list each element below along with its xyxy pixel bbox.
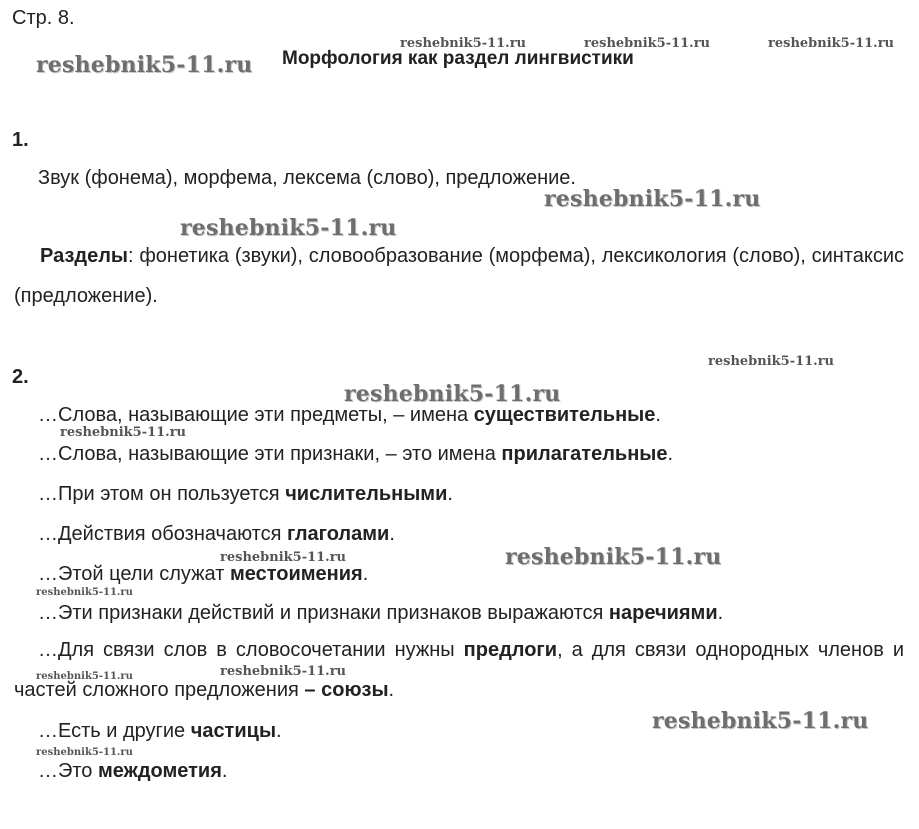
watermark: reshebnik5-11.ru (36, 747, 133, 758)
section-1-number: 1. (12, 129, 29, 151)
watermark: reshebnik5-11.ru (36, 52, 253, 78)
list-item: …Это междометия. (38, 760, 228, 782)
watermark: reshebnik5-11.ru (220, 664, 347, 679)
watermark: reshebnik5-11.ru (400, 36, 527, 51)
watermark: reshebnik5-11.ru (652, 708, 869, 734)
watermark: reshebnik5-11.ru (584, 36, 711, 51)
watermark: reshebnik5-11.ru (36, 671, 133, 682)
watermark: reshebnik5-11.ru (36, 587, 133, 598)
list-item: …Слова, называющие эти признаки, – это имена прилагательные. (38, 443, 674, 465)
list-item: …При этом он пользуется числительными. (38, 483, 453, 505)
page-title: Морфология как раздел лингвистики (282, 48, 634, 69)
watermark: reshebnik5-11.ru (708, 354, 835, 369)
watermark: reshebnik5-11.ru (544, 186, 761, 212)
sections-label: Разделы (40, 245, 128, 267)
list-item: …Слова, называющие эти предметы, – имена существительные. (38, 404, 661, 426)
units-line: Звук (фонема), морфема, лексема (слово), предложение. (38, 167, 576, 189)
watermark: reshebnik5-11.ru (180, 215, 397, 241)
watermark: reshebnik5-11.ru (344, 381, 561, 407)
list-item: …Эти признаки действий и признаки признаков выражаются наречиями. (38, 602, 724, 624)
watermark: reshebnik5-11.ru (220, 550, 347, 565)
watermark: reshebnik5-11.ru (60, 425, 187, 440)
long-list-item: …Для связи слов в словосочетании нужны предлоги, а для связи однородных членов и частей сложного предложения – союзы. (14, 639, 904, 701)
list-item: …Действия обозначаются глаголами. (38, 523, 395, 545)
section-2-number: 2. (12, 366, 29, 388)
sections-text: : фонетика (звуки), словообразование (морфема), лексикология (слово), синтаксис (предложение). (14, 245, 904, 307)
list-item: …Этой цели служат местоимения. (38, 563, 369, 585)
list-item: …Есть и другие частицы. (38, 720, 282, 742)
watermark: reshebnik5-11.ru (505, 544, 722, 570)
watermark: reshebnik5-11.ru (768, 36, 895, 51)
page-number: Стр. 8. (12, 7, 75, 29)
sections-paragraph (14, 236, 904, 316)
